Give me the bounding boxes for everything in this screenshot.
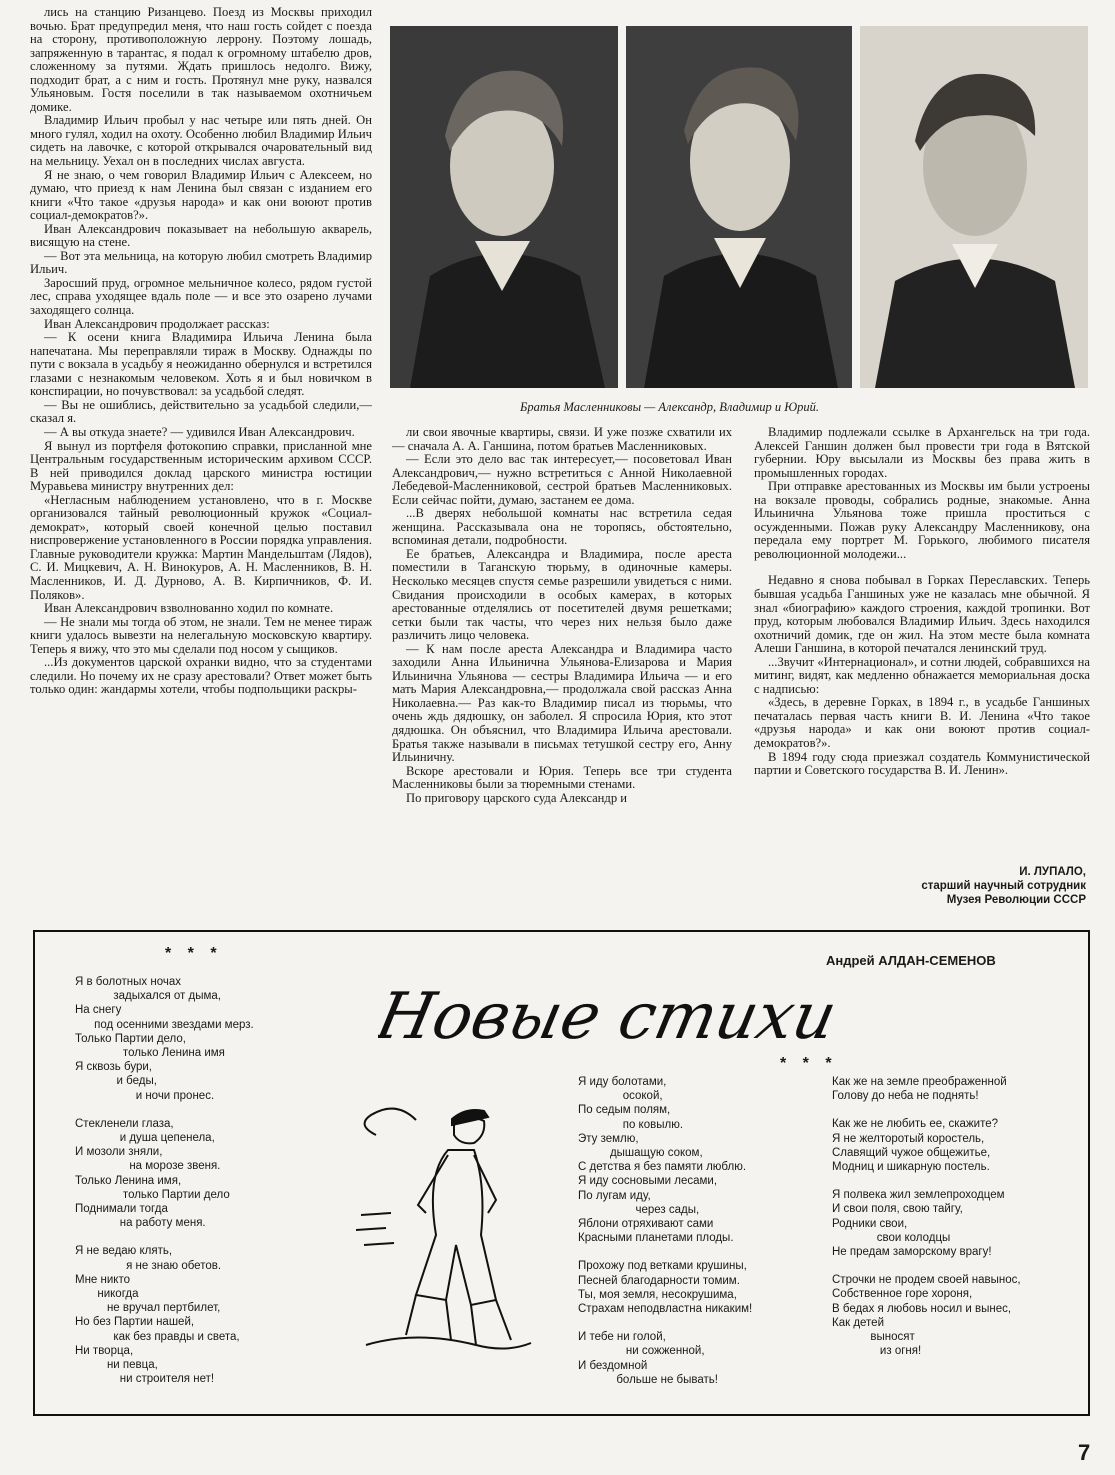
poem-line: И свои поля, свою тайгу, bbox=[832, 1203, 963, 1216]
paragraph: Владимир Ильич пробыл у нас четыре или пять дней. Он много гулял, ходил на охоту. Особенно любил Владимир Ильич сидеть на лавочке, с которой открывался очаровательный вид на мельницу. Уехал он в последних числах августа. bbox=[30, 113, 372, 169]
handwritten-title bbox=[378, 970, 868, 1065]
poem-line: больше не бывать! bbox=[578, 1373, 718, 1386]
signature-org: Музея Революции СССР bbox=[946, 894, 1086, 906]
poem-line: Как же не любить ее, скажите? bbox=[832, 1118, 999, 1131]
poem-line: как без правды и света, bbox=[75, 1330, 240, 1343]
poem-line: С детства я без памяти люблю. bbox=[578, 1161, 747, 1174]
poem-line: Песней благодарности томим. bbox=[578, 1274, 740, 1287]
paragraph: — К осени книга Владимира Ильича Ленина была напечатана. Мы переправляли тираж в Москву. Однажды по пути с вокзала в усадьбу я неожиданно обернулся и встретился глазами с незнакомым человеком. Хоть я и был новичком в конспирации, но почувствовал: за усадьбой следят. bbox=[30, 330, 372, 399]
poem-line: Строчки не продем своей навынос, bbox=[832, 1274, 1021, 1287]
photo-caption: Братья Масленниковы — Александр, Владимир и Юрий. bbox=[520, 400, 820, 414]
paragraph: Вскоре арестовали и Юрия. Теперь все три студента Масленниковы были за тюремными стенами. bbox=[392, 763, 732, 792]
paragraph: Владимир подлежали ссылке в Архангельск на три года. Алексей Ганшин должен был провести три года в Вятской губернии. Юру высылали из Москвы без права жить в промышленных городах. bbox=[754, 425, 1090, 480]
poem-line: И мозоли зняли, bbox=[75, 1146, 163, 1159]
poem-line: выносят bbox=[832, 1331, 915, 1344]
paragraph: — А вы откуда знаете? — удивился Иван Александрович. bbox=[44, 424, 355, 439]
paragraph: — Вы не ошиблись, действительно за усадьбой следили,— сказал я. bbox=[30, 397, 372, 426]
paragraph: В 1894 году сюда приезжал создатель Коммунистической партии и Советского государства В. И. Ленин». bbox=[754, 749, 1090, 778]
page-number: 7 bbox=[1078, 1440, 1091, 1465]
paragraph: Я не знаю, о чем говорил Владимир Ильич с Алексеем, но думаю, что приезд к нам Ленина был связан с изданием его книги «Что такое «друзья народа» и как они воюют против социал-демократов?». bbox=[30, 167, 372, 223]
poem-line: Яблони отряхивают сами bbox=[578, 1218, 714, 1231]
title-text: Новые стихи bbox=[378, 979, 843, 1054]
poem-line: По лугам иду, bbox=[578, 1189, 651, 1202]
author-signature bbox=[840, 865, 1086, 907]
paragraph: — К нам после ареста Александра и Владимира часто заходили Анна Ильинична Ульянова-Елизарова и Мария Ильинична Ульянова — сестры Владимира Ильича — и его мать Мария Александровна,— продолжала свой рассказ Анна Николаевна.— Раз как-то Владимир писал из тюрьмы, что очень ждь дядюшку, он заболел. Я спросила Юрия, кто этот дядюшка. Он объяснил, что Владимира Ильича арестовали. Братья также называли в письмах тетушкой сестру его, Анну Ильиничну. bbox=[392, 641, 732, 765]
portrait-image bbox=[860, 26, 1088, 388]
poem-line: Я в болотных ночах bbox=[75, 976, 181, 988]
paragraph: Иван Александрович продолжает рассказ: bbox=[44, 316, 270, 331]
poem-line: Ни творца, bbox=[75, 1344, 134, 1357]
poem-line: ни строителя нет! bbox=[75, 1373, 215, 1386]
poem-line: Я иду сосновыми лесами, bbox=[578, 1175, 718, 1188]
poem-line: Как детей bbox=[832, 1316, 885, 1329]
poetry-author: Андрей АЛДАН-СЕМЕНОВ bbox=[826, 953, 996, 968]
paragraph: — Если это дело вас так интересует,— посоветовал Иван Александрович,— нужно встретиться с Анной Николаевной Лебедевой-Масленниковой, сестрой братьев Масленниковых. Если сейчас пойти, думаю, застанем ее дома. bbox=[392, 452, 732, 507]
paragraph: лись на станцию Ризанцево. Поезд из Москвы приходил вочью. Брат предупредил меня, что наш гость сойдет с поезда на сторону, противоположную леррону. Поэтому лошадь, запряженную в тарантас, я подал к огромному штабелю дров, сложенному за путями. Ждать пришлось недолго. Вижу, подходит брат, а с ним и гость. Протянул мне руку, назвался Ульяновым. Гостя поселили в так называемом охотничьем домике. bbox=[30, 5, 372, 114]
poem-line bbox=[832, 1259, 1072, 1273]
poem-line: Ты, моя земля, несокрушима, bbox=[578, 1288, 737, 1301]
poem-line: Не предам заморскому врагу! bbox=[832, 1246, 992, 1259]
paragraph: «Негласным наблюдением установлено, что в г. Москве организовался тайный революционный кружок «Социал-демократ», который своей конечной целью поставил ниспровержение установленного в России порядка управления. Главные руководители кружка: Мартин Мандельштам (Лядов), С. И. Мицкевич, А. Н. Винокуров, А. Н. Масленников, В. Н. Масленников, И. Д. Дурново, А. В. Кирпичников, Ф. И. Поляков». bbox=[30, 492, 372, 602]
poem-line bbox=[75, 1230, 335, 1244]
poem-stars-1: * * * bbox=[165, 945, 223, 962]
poem-line bbox=[578, 1316, 818, 1330]
paragraph: Ее братьев, Александра и Владимира, после ареста поместили в Таганскую тюрьму, в одиночные камеры. Несколько месяцев спустя семье разрешили увидеться с ними. Свидания происходили в особых камерах, в которых арестованные отделялись от посетителей двумя решетками; сетки были так часты, что через них нельзя было даже различить лицо человека. bbox=[392, 546, 732, 643]
portrait-vladimir bbox=[626, 26, 852, 388]
poem-line: Как же на земле преображенной bbox=[832, 1076, 1007, 1088]
paragraph: ...В дверях небольшой комнаты нас встретила седая женщина. Рассказывала она не торопясь, обстоятельно, вспоминая детали, подробности. bbox=[392, 506, 732, 548]
poem-line: Поднимали тогда bbox=[75, 1203, 168, 1216]
poem-line: И бездомной bbox=[578, 1359, 648, 1372]
paragraph: «Здесь, в деревне Горках, в 1894 г., в усадьбе Ганшиных печаталась первая часть книги В. И. Ленина «Что такое «друзья народа» и как они воюют против социал-демократов?». bbox=[754, 695, 1090, 751]
paragraph: — Вот эта мельница, на которую любил смотреть Владимир Ильич. bbox=[30, 248, 372, 277]
paragraph: Иван Александрович взволнованно ходил по комнате. bbox=[44, 601, 334, 616]
poem-line: дышащую соком, bbox=[578, 1147, 703, 1160]
poem-line bbox=[832, 1103, 1072, 1117]
poem-line: Только Ленина имя, bbox=[75, 1174, 182, 1187]
poem-1 bbox=[75, 975, 335, 1386]
poem-line: под осенними звездами мерз. bbox=[75, 1018, 254, 1031]
poem-line: не вручал пертбилет, bbox=[75, 1302, 221, 1315]
poem-line: Я не ведаю клять, bbox=[75, 1245, 173, 1258]
photo-strip bbox=[390, 26, 1088, 388]
paragraph: ...Из документов царской охранки видно, что за студентами следили. Но почему их не сразу арестовали? Ответ может быть только один: жандармы хотели, чтобы подпольщики раскры- bbox=[30, 655, 372, 697]
poem-line: В бедах я любовь носил и вынес, bbox=[832, 1302, 1012, 1315]
poem-line: Мне никто bbox=[75, 1273, 130, 1286]
poem-line: И тебе ни голой, bbox=[578, 1331, 666, 1344]
poem-line: Стекленели глаза, bbox=[75, 1117, 174, 1130]
poem-2 bbox=[578, 1075, 818, 1387]
signature-role: старший научный сотрудник bbox=[921, 880, 1086, 892]
poem-line: Прохожу под ветками крушины, bbox=[578, 1260, 747, 1273]
paragraph: При отправке арестованных из Москвы им были устроены на вокзале проводы, собрались родные, знакомые. Анна Ильинична Ульянова тоже пришла проститься с осужденными. Пожав руку Александру Масленникову, она передала ему портрет М. Горького, любимого писателя революционной молодежи... bbox=[754, 479, 1090, 561]
portrait-yuri bbox=[860, 26, 1088, 388]
poem-line bbox=[75, 1103, 335, 1117]
poem-line: на морозе звеня. bbox=[75, 1160, 221, 1173]
poem-line: никогда bbox=[75, 1288, 139, 1301]
paragraph: Недавно я снова побывал в Горках Переславских. Теперь бывшая усадьба Ганшиных уже не казалась мне обычной. Я знал «биографию» каждого строения, каждой тропинки. Вот пруд, которым любовался Владимир Ильич. Здесь находился охотничий домик, где он жил. На этом месте была комната Алеши Ганшина, в которой печатался ленинский труд. bbox=[754, 573, 1090, 656]
poem-stars-2: * * * bbox=[780, 1055, 838, 1072]
poem-line: и душа цепенела, bbox=[75, 1132, 215, 1145]
poem-line: я не знаю обетов. bbox=[75, 1259, 222, 1272]
poem-line: Собственное горе хороня, bbox=[832, 1288, 973, 1301]
poem-line: На снегу bbox=[75, 1004, 122, 1017]
poem-line: Славящий чужое общежитье, bbox=[832, 1146, 991, 1159]
poem-line: Красными планетами плоды. bbox=[578, 1232, 734, 1245]
poem-line: Родники свои, bbox=[832, 1217, 908, 1230]
poem-line: осокой, bbox=[578, 1090, 663, 1103]
poem-3 bbox=[832, 1075, 1072, 1358]
poem-line: ни певца, bbox=[75, 1359, 158, 1372]
poem-line: на работу меня. bbox=[75, 1217, 206, 1230]
paragraph: Я вынул из портфеля фотокопию справки, присланной мне Центральным государственным историческим архивом СССР. В ней приводился доклад царского министра юстиции Муравьева министру внутренних дел: bbox=[30, 438, 372, 494]
poem-line: и беды, bbox=[75, 1075, 157, 1088]
poem-line: задыхался от дыма, bbox=[75, 990, 221, 1003]
poem-line: через сады, bbox=[578, 1203, 700, 1216]
paragraph: По приговору царского суда Александр и bbox=[406, 790, 627, 805]
poem-line: только Ленина имя bbox=[75, 1047, 225, 1060]
poem-line bbox=[832, 1174, 1072, 1188]
article-column-2 bbox=[392, 426, 732, 805]
title-lettering bbox=[378, 970, 868, 1065]
poem-line: Только Партии дело, bbox=[75, 1032, 186, 1045]
poem-line: ни сожженной, bbox=[578, 1345, 705, 1358]
poem-line: Я полвека жил землепроходцем bbox=[832, 1189, 1005, 1202]
walking-man-drawing bbox=[356, 1095, 536, 1365]
poem-line: Страхам неподвластна никаким! bbox=[578, 1303, 753, 1316]
poem-line: по ковылю. bbox=[578, 1118, 684, 1131]
paragraph: Заросший пруд, огромное мельничное колесо, рядом густой лес, справа уходящее вдаль поле — и все это озарено лучами заходящего солнца. bbox=[30, 275, 372, 318]
poem-line: Я сквозь бури, bbox=[75, 1061, 152, 1074]
poem-line: свои колодцы bbox=[832, 1231, 951, 1244]
article-column-3 bbox=[754, 426, 1090, 778]
poem-line: Я иду болотами, bbox=[578, 1076, 667, 1088]
article-column-1 bbox=[30, 6, 372, 697]
poem-line: Но без Партии нашей, bbox=[75, 1316, 195, 1329]
poem-line: Модниц и шикарную постель. bbox=[832, 1161, 990, 1174]
portrait-image bbox=[626, 26, 852, 388]
portrait-alexander bbox=[390, 26, 618, 388]
poem-line bbox=[578, 1245, 818, 1259]
poem-line: из огня! bbox=[832, 1345, 922, 1358]
poem-line: По седым полям, bbox=[578, 1104, 671, 1117]
paragraph: ...Звучит «Интернационал», и сотни людей, собравшихся на митинг, видят, как медленно обнажается мемориальная доска с надписью: bbox=[754, 654, 1090, 696]
paragraph: ли свои явочные квартиры, связи. И уже позже схватили их — сначала А. А. Ганшина, потом братьев Масленниковых. bbox=[392, 425, 732, 453]
paragraph: Иван Александрович показывает на небольшую акварель, висящую на стене. bbox=[30, 221, 372, 250]
poem-line: Я не желторотый коростель, bbox=[832, 1132, 985, 1145]
poem-line: Голову до неба не поднять! bbox=[832, 1090, 979, 1103]
poem-line: и ночи пронес. bbox=[75, 1089, 215, 1102]
paragraph: — Не знали мы тогда об этом, не знали. Тем не менее тираж книги удалось вывезти на нелегальную московскую квартиру. Теперь я вижу, что это мы сделали под носом у сыщиков. bbox=[30, 614, 372, 656]
poem-line: Эту землю, bbox=[578, 1132, 639, 1145]
portrait-image bbox=[390, 26, 618, 388]
poem-line: только Партии дело bbox=[75, 1188, 230, 1201]
signature-name: И. ЛУПАЛО, bbox=[1019, 866, 1086, 878]
